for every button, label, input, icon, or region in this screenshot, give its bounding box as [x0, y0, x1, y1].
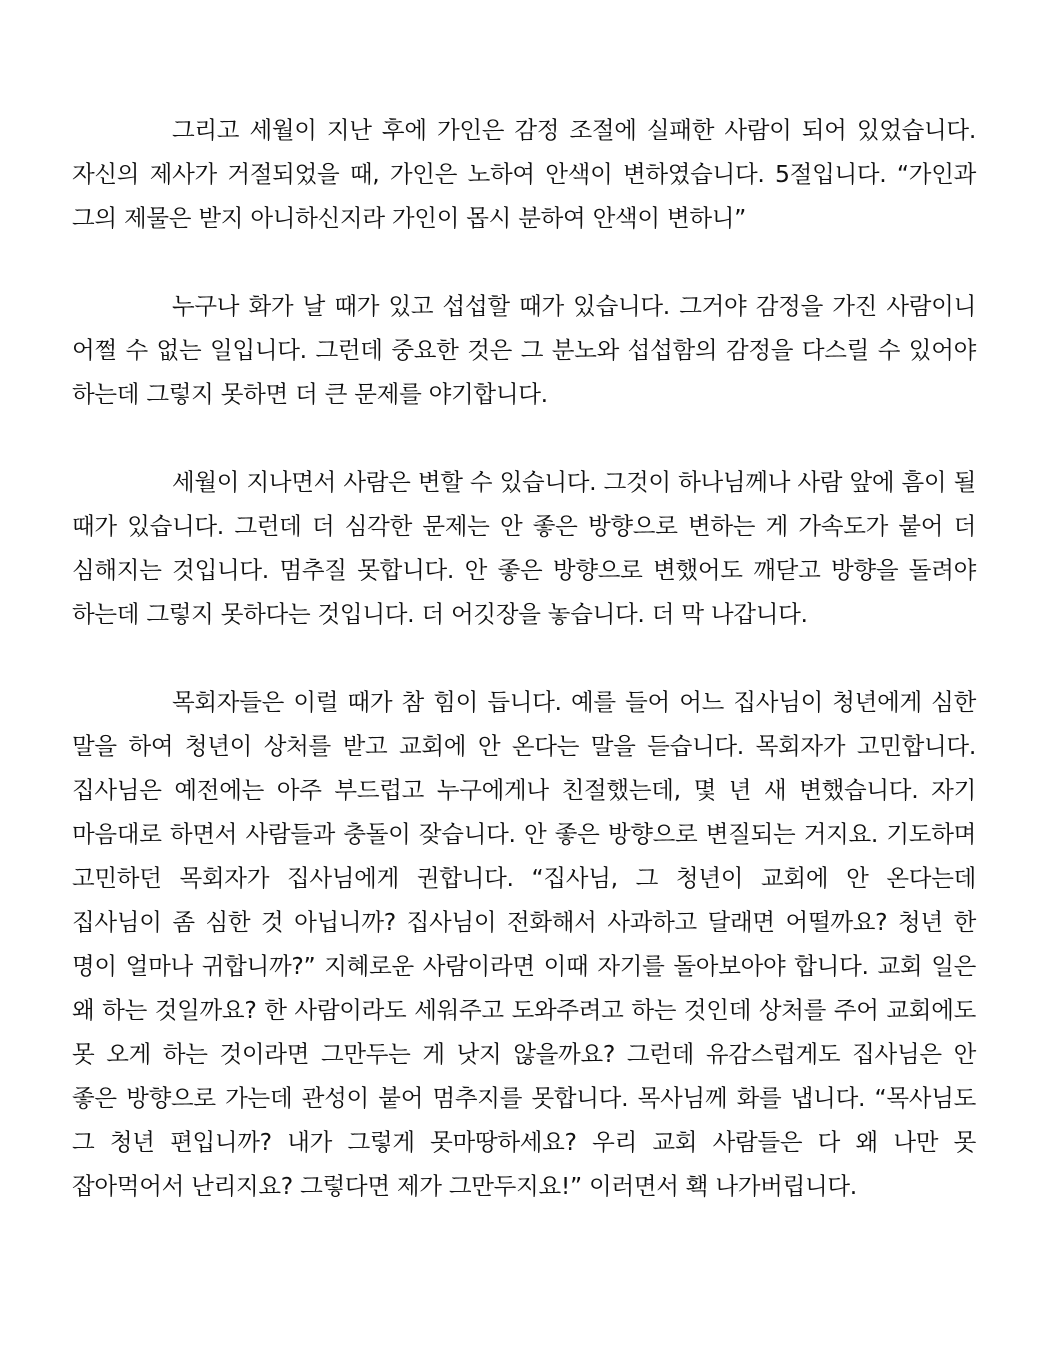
paragraph-4: 목회자들은 이럴 때가 참 힘이 듭니다. 예를 들어 어느 집사님이 청년에게 심한 말을 하여 청년이 상처를 받고 교회에 안 온다는 말을 듣습니다. 목회자가 고민합니다. 집사님은 예전에는 아주 부드럽고 누구에게나 친절했는데, 몇 년 새 변했습니다. 자기 마음대로 하면서 사람들과 충돌이 잦습니다. 안 좋은 방향으로 변질되는 거지요. 기도하며 고민하던 목회자가 집사님에게 권합니다. “집사님, 그 청년이 교회에 안 온다는데 집사님이 좀 심한 것 아닙니까? 집사님이 전화해서 사과하고 달래면 어떨까요? 청년 한 명이 얼마나 귀합니까?” 지혜로운 사람이라면 이때 자기를 돌아보아야 합니다. 교회 일은 왜 하는 것일까요? 한 사람이라도 세워주고 도와주려고 하는 것인데 상처를 주어 교회에도 못 오게 하는 것이라면 그만두는 게 낫지 않을까요? 그런데 유감스럽게도 집사님은 안 좋은 방향으로 가는데 관성이 붙어 멈추지를 못합니다. 목사님께 화를 냅니다. “목사님도 그 청년 편입니까? 내가 그렇게 못마땅하세요? 우리 교회 사람들은 다 왜 나만 못 잡아먹어서 난리지요? 그렇다면 제가 그만두지요!” 이러면서 홱 나가버립니다. [72, 688, 976, 1200]
paragraph-1: 그리고 세월이 지난 후에 가인은 감정 조절에 실패한 사람이 되어 있었습니다. 자신의 제사가 거절되었을 때, 가인은 노하여 안색이 변하였습니다. 5절입니다. “가인과 그의 제물은 받지 아니하신지라 가인이 몹시 분하여 안색이 변하니” [72, 116, 976, 232]
paragraph-2: 누구나 화가 날 때가 있고 섭섭할 때가 있습니다. 그거야 감정을 가진 사람이니 어쩔 수 없는 일입니다. 그런데 중요한 것은 그 분노와 섭섭함의 감정을 다스릴 수 있어야 하는데 그렇지 못하면 더 큰 문제를 야기합니다. [72, 292, 976, 408]
paragraph-3: 세월이 지나면서 사람은 변할 수 있습니다. 그것이 하나님께나 사람 앞에 흠이 될 때가 있습니다. 그런데 더 심각한 문제는 안 좋은 방향으로 변하는 게 가속도가 붙어 더 심해지는 것입니다. 멈추질 못합니다. 안 좋은 방향으로 변했어도 깨닫고 방향을 돌려야 하는데 그렇지 못하다는 것입니다. 더 어깃장을 놓습니다. 더 막 나갑니다. [72, 468, 976, 628]
document-page [72, 108, 976, 1208]
